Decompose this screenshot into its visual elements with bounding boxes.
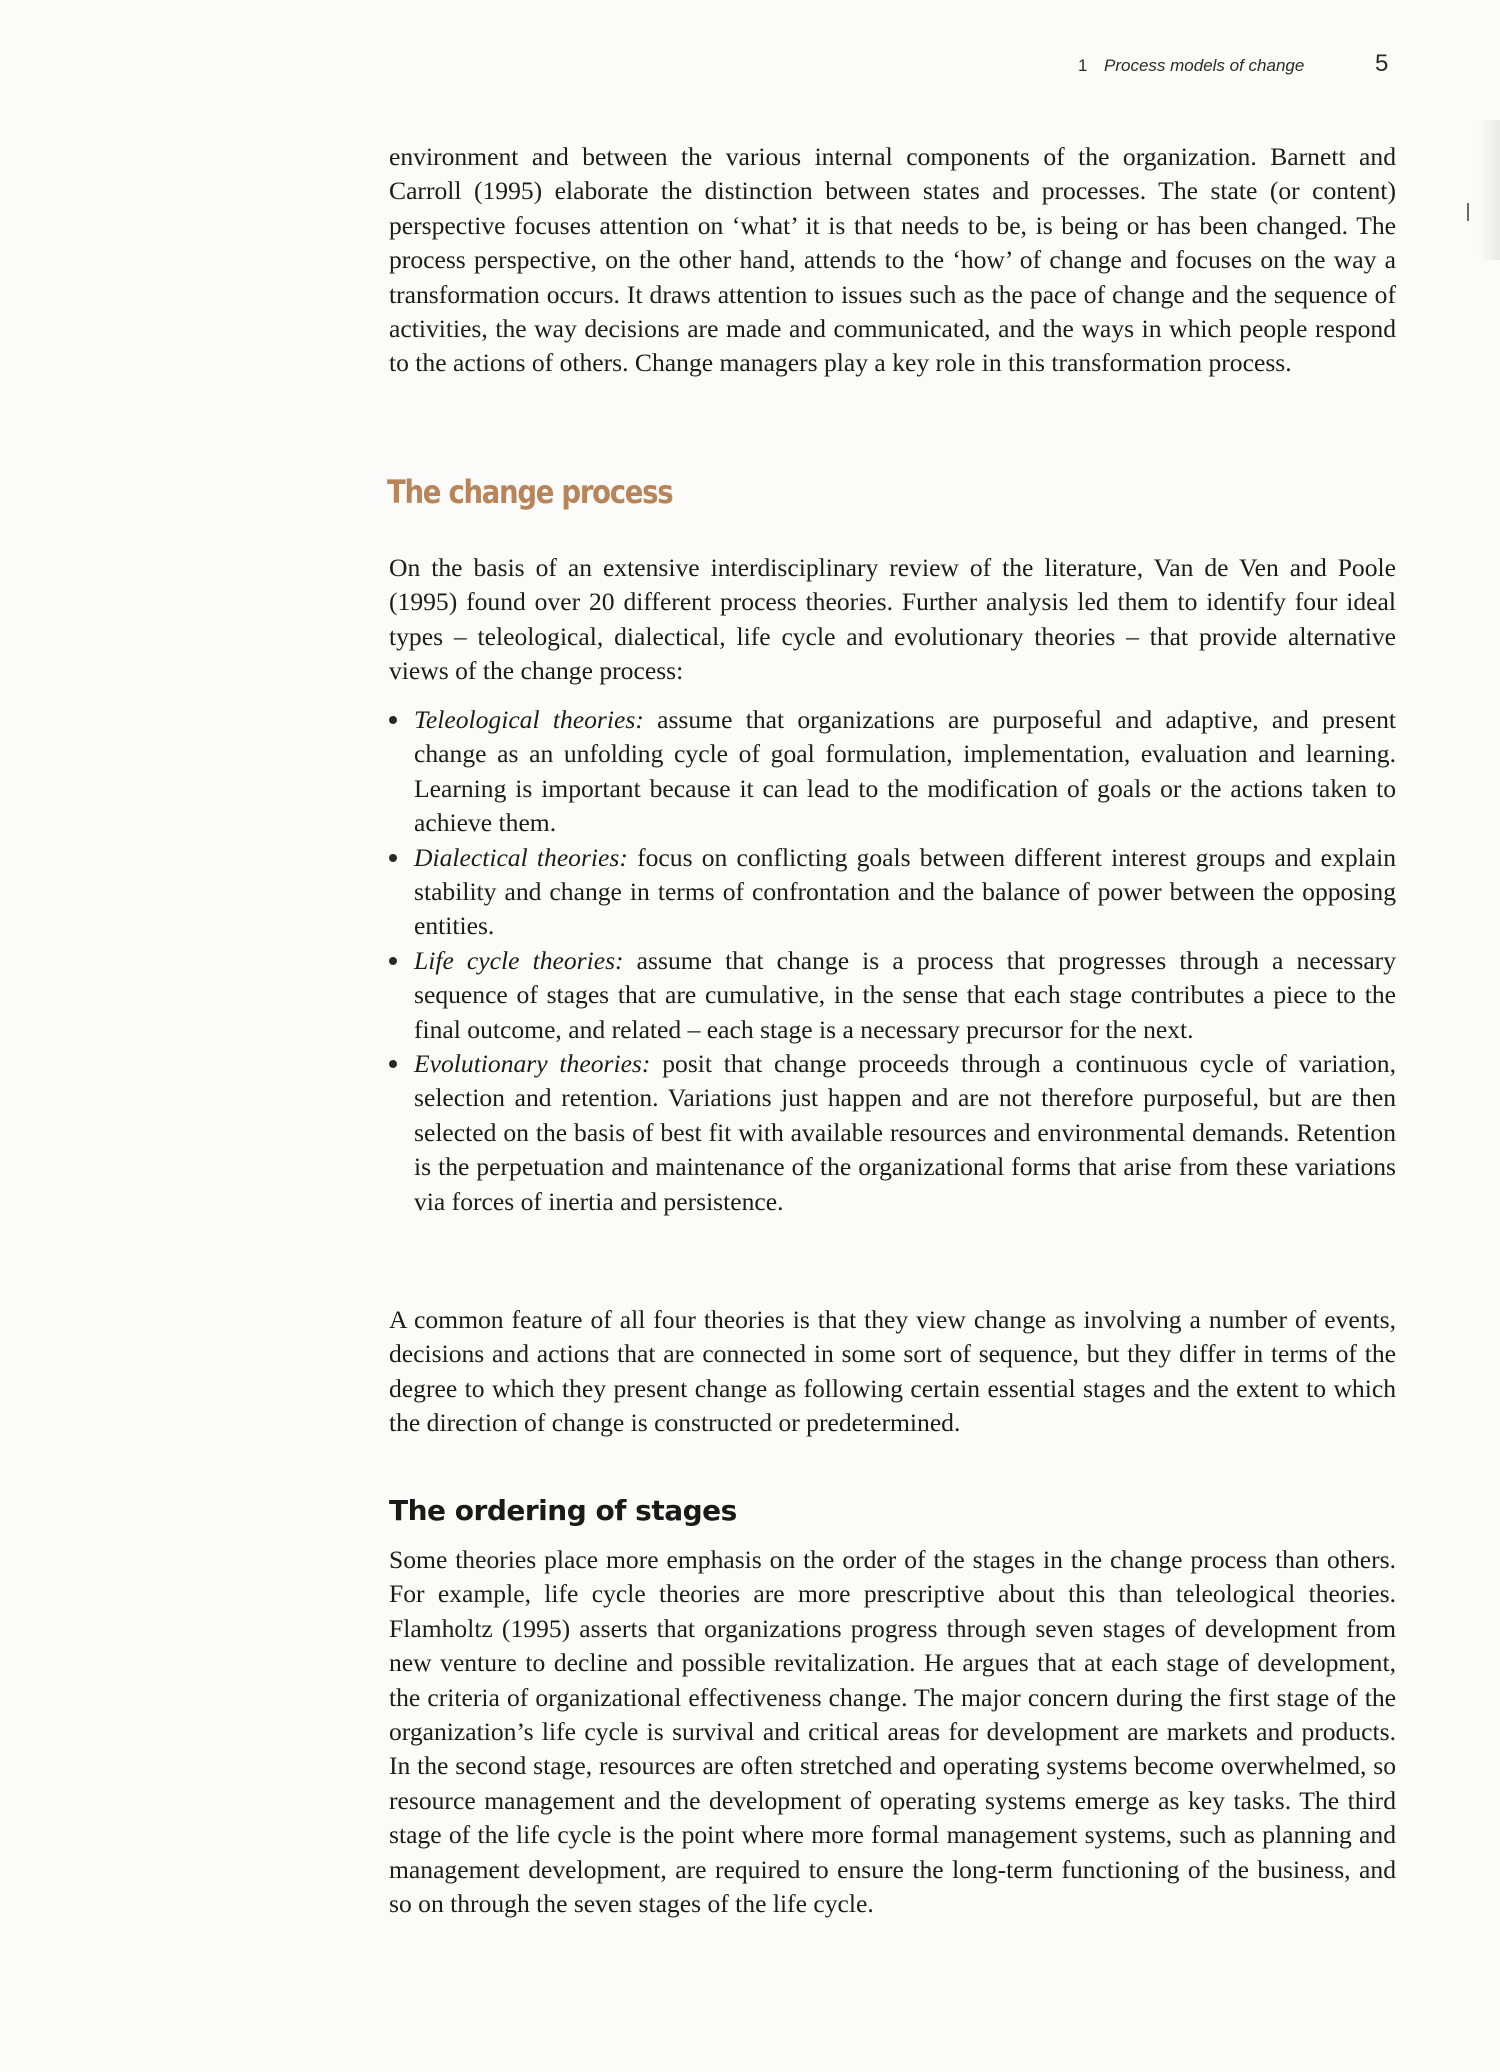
theory-term: Teleological theories: — [414, 705, 644, 734]
theory-description: assume that organizations are purposeful and adaptive, and present change as an unfolding cycle of goal formulation, implementation, evaluation and learning. Learning is important because it can lead to the modification of goals or the actions taken to achieve them. — [414, 705, 1396, 838]
conclusion-paragraph: A common feature of all four theories is that they view change as involving a number of events, decisions and actions that are connected in some sort of sequence, but they differ in terms of the degree to which they present change as following certain essential stages and the extent to which the direction of change is constructed or predetermined. — [389, 1305, 1396, 1438]
subsection-heading: The ordering of stages — [389, 1494, 737, 1527]
bullet-icon — [389, 1060, 397, 1068]
list-item — [385, 841, 1396, 944]
list-item — [385, 1047, 1396, 1219]
running-header — [1000, 50, 1400, 82]
theory-description: focus on conflicting goals between different interest groups and explain stability and change in terms of confrontation and the balance of power between the opposing entities. — [414, 842, 1396, 941]
list-item — [385, 703, 1396, 841]
bullet-icon — [389, 716, 397, 724]
bullet-icon — [389, 957, 397, 965]
margin-mark — [1467, 203, 1469, 221]
page-edge-shadow — [1478, 120, 1500, 260]
section-intro-paragraph: On the basis of an extensive interdisciplinary review of the literature, Van de Ven and Poole (1995) found over 20 different process theories. Further analysis led them to identify four ideal types – teleological, dialectical, life cycle and evolutionary theories – that provide alternative views of the change process: — [389, 553, 1396, 686]
chapter-title: Process models of change — [1104, 56, 1305, 75]
section-heading: The change process — [387, 473, 673, 511]
theory-term: Life cycle theories: — [414, 945, 624, 975]
page-number: 5 — [1375, 50, 1389, 77]
theories-list — [385, 703, 1396, 1219]
theory-description: assume that change is a process that progresses through a necessary sequence of stages that are cumulative, in the sense that each stage contributes a piece to the final outcome, and related – each stage is a necessary precursor for the next. — [414, 945, 1396, 1044]
theory-term: Evolutionary theories: — [414, 1049, 651, 1079]
intro-paragraph: environment and between the various internal components of the organization. Barnett and Carroll (1995) elaborate the distinction between states and processes. The state (or content) perspective focuses attention on ‘what’ it is that needs to be, is being or has been changed. The process perspective, on the other hand, attends to the ‘how’ of change and focuses on the way a transformation occurs. It draws attention to issues such as the pace of change and the sequence of activities, the way decisions are made and communicated, and the ways in which people respond to the actions of others. Change managers play a key role in this transformation process. — [389, 142, 1396, 378]
theory-term: Dialectical theories: — [414, 842, 628, 872]
list-item — [385, 944, 1396, 1047]
theory-description: posit that change proceeds through a continuous cycle of variation, selection and retention. Variations just happen and are not therefore purposeful, but are then selected on the basis of best fit with available resources and environmental demands. Retention is the perpetuation and maintenance of the organizational forms that arise from these variations via forces of inertia and persistence. — [414, 1049, 1397, 1216]
chapter-number: 1 — [1078, 56, 1088, 75]
bullet-icon — [389, 854, 397, 862]
subsection-paragraph: Some theories place more emphasis on the order of the stages in the change process than others. For example, life cycle theories are more prescriptive about this than teleological theories. Flamholtz (1995) asserts that organizations progress through seven stages of development from new venture to decline and possible revitalization. He argues that at each stage of development, the criteria of organizational effectiveness change. The major concern during the first stage of the organization’s life cycle is survival and critical areas for development are markets and products. In the second stage, resources are often stretched and operating systems become overwhelmed, so resource management and the development of operating systems emerge as key tasks. The third stage of the life cycle is the point where more formal management systems, such as planning and management development, are required to ensure the long-term functioning of the business, and so on through the seven stages of the life cycle. — [389, 1545, 1396, 1919]
